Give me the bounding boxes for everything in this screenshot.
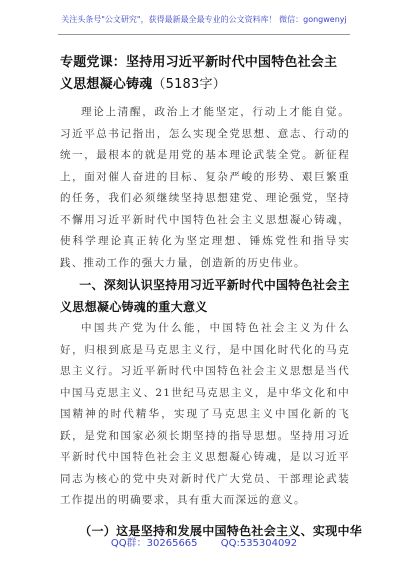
subsection-heading-1: （一）这是坚持和发展中国特色社会主义、实现中华 (79, 523, 363, 538)
footer-qq-group: QQ群：30265665 (110, 538, 198, 549)
footer-qq-contact: QQ:535304092 (220, 538, 298, 549)
document-body (60, 52, 363, 542)
document-title (60, 52, 350, 96)
page-footer (0, 534, 408, 549)
page-header-banner: 关注头条号"公文研究"，获得最新最全最专业的公文资料库！ 微信：gongwenyj (61, 15, 347, 24)
paragraph-intro: 理论上清醒，政治上才能坚定，行动上才能自觉。习近平总书记指出，怎么实现全党思想、意志、行动的统一，最根本的就是用党的基本理论武装全党。新征程上，面对催人奋进的目标、复杂严峻的形势、艰巨繁重的任务，我们必须继续坚持思想建党、理论强党，坚持不懈用习近平新时代中国特色社会主义思想凝心铸魂，使科学理论真正转化为坚定理想、锤炼党性和指导实践、推动工作的强大力量，创造新的历史伟业。 (60, 106, 350, 269)
section-heading-1: 一、深刻认识坚持用习近平新时代中国特色社会主义思想凝心铸魂的重大意义 (60, 278, 350, 314)
title-text: 专题党课：坚持用习近平新时代中国特色社会主义思想凝心铸魂 (60, 55, 338, 92)
paragraph-significance: 中国共产党为什么能，中国特色社会主义为什么好，归根到底是马克思主义行，是中国化时代化的马克思主义行。习近平新时代中国特色社会主义思想是当代中国马克思主义、21世纪马克思主义，是中华文化和中国精神的时代精华，实现了马克思主义中国化新的飞跃，是党和国家必须长期坚持的指导思想。坚持用习近平新时代中国特色社会主义思想凝心铸魂，是以习近平同志为核心的党中央对新时代广大党员、干部理论武装工作提出的明确要求，具有重大而深远的意义。 (60, 322, 350, 506)
header-divider (58, 34, 350, 35)
word-count: （5183字） (152, 77, 226, 92)
